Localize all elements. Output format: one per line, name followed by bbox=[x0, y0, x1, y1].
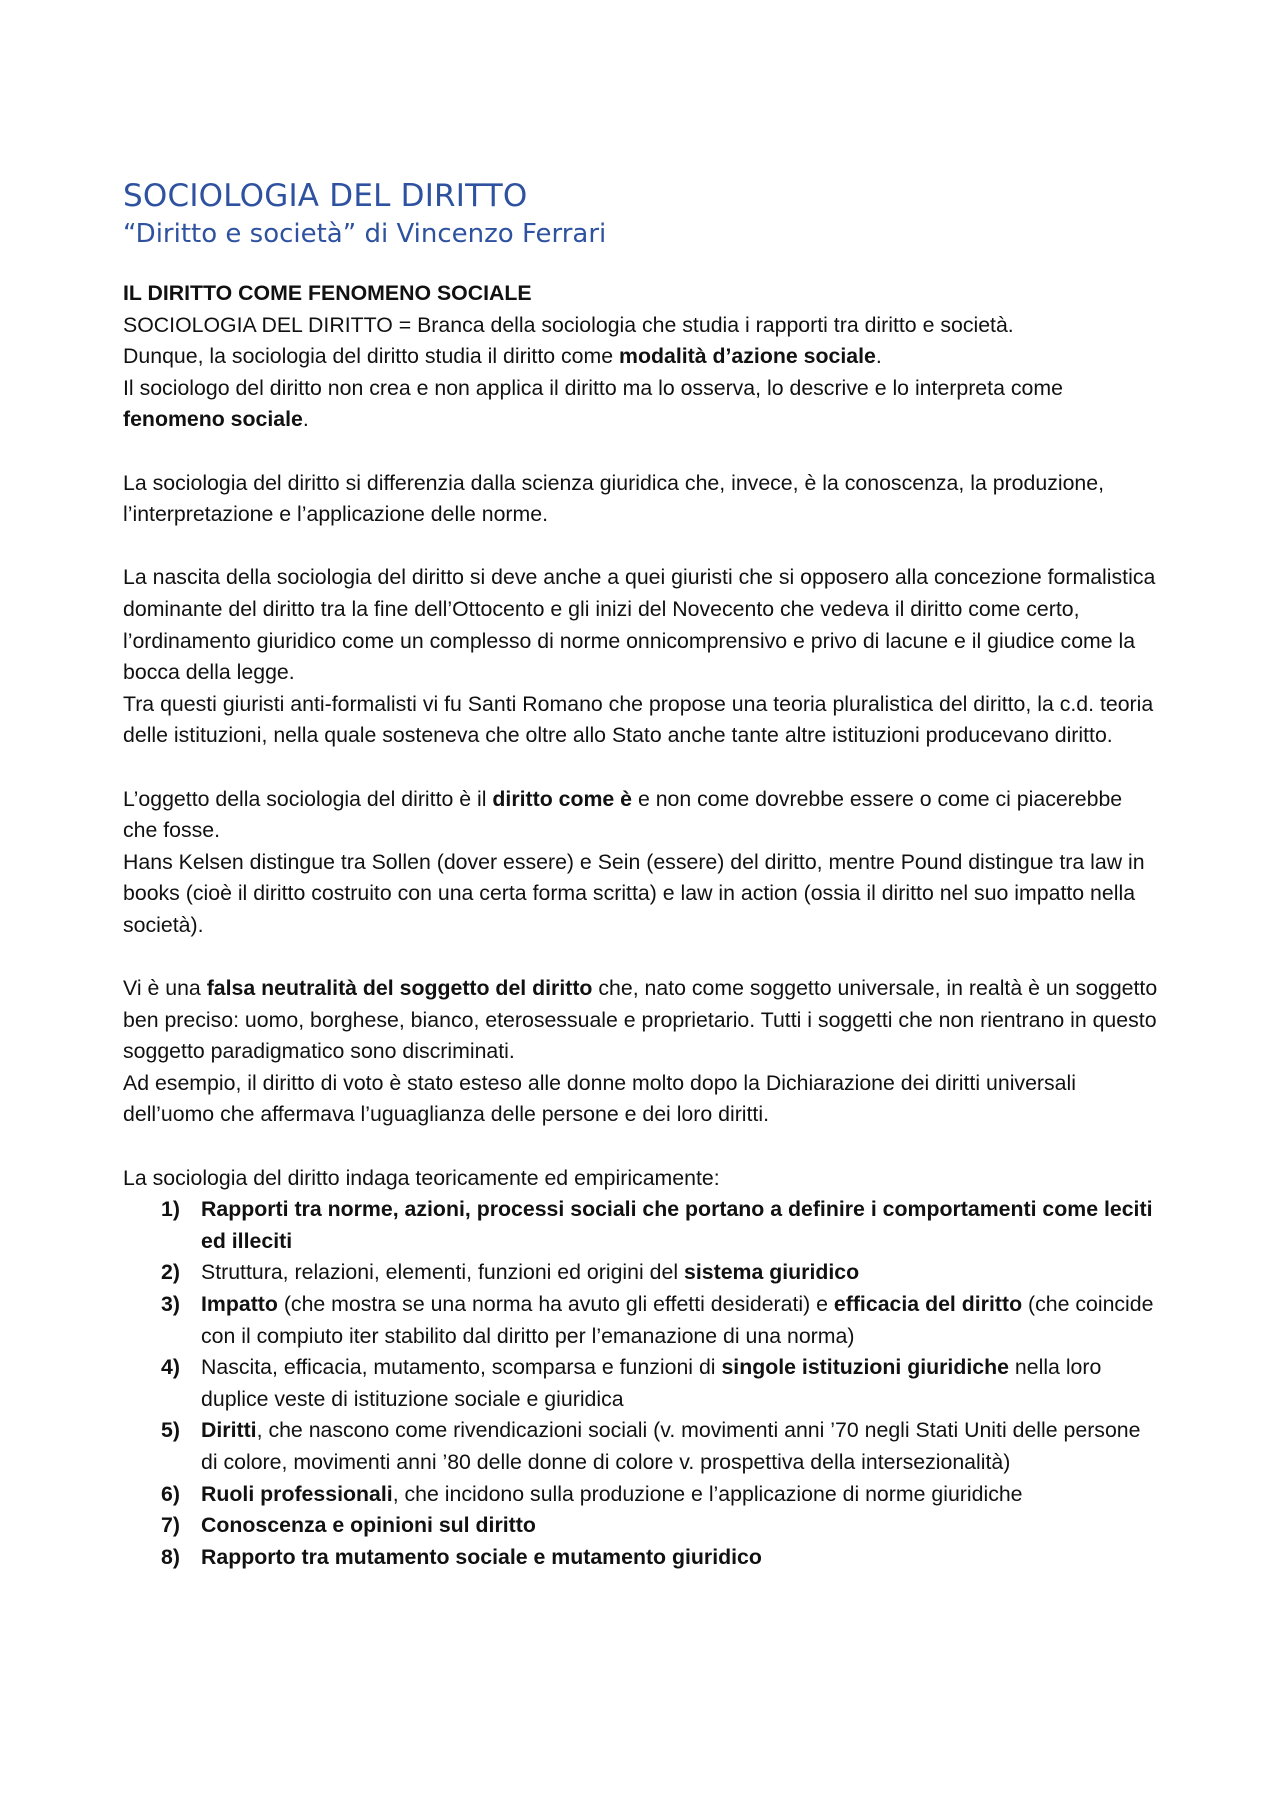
paragraph-neutrality bbox=[123, 973, 1160, 1068]
text: . bbox=[875, 344, 882, 369]
document-body bbox=[123, 278, 1160, 1573]
document-subtitle: “Diritto e società” di Vincenzo Ferrari bbox=[123, 219, 607, 249]
bold-text: diritto come è bbox=[492, 786, 633, 811]
list-item bbox=[123, 1479, 1160, 1511]
bold-text: Rapporti tra norme, azioni, processi sociali che portano a definire i comportamenti come leciti ed illeciti bbox=[201, 1197, 1153, 1253]
numbered-list bbox=[123, 1194, 1160, 1573]
paragraph-gap bbox=[123, 752, 1160, 784]
text: . bbox=[302, 407, 309, 432]
section-heading: IL DIRITTO COME FENOMENO SOCIALE bbox=[123, 281, 532, 305]
paragraph-object bbox=[123, 784, 1160, 847]
list-number: 8) bbox=[161, 1544, 180, 1569]
paragraph-santi-romano: Tra questi giuristi anti-formalisti vi fu Santi Romano che propose una teoria pluralistica del diritto, la c.d. teoria delle istituzioni, nella quale sosteneva che oltre allo Stato anche tante altre istituzioni producevano diritto. bbox=[123, 691, 1154, 748]
list-number: 6) bbox=[161, 1481, 180, 1506]
text: Struttura, relazioni, elementi, funzioni ed origini del bbox=[201, 1260, 684, 1285]
paragraph-definition bbox=[123, 310, 1160, 342]
text: SOCIOLOGIA DEL DIRITTO = Branca della sociologia che studia i rapporti tra diritto e società. bbox=[123, 312, 1014, 337]
bold-text: efficacia del diritto bbox=[833, 1292, 1023, 1316]
paragraph-difference: La sociologia del diritto si differenzia dalla scienza giuridica che, invece, è la conoscenza, la produzione, l’interpretazione e l’applicazione delle norme. bbox=[123, 470, 1105, 527]
list-item bbox=[123, 1510, 1160, 1542]
bold-text: fenomeno sociale bbox=[123, 407, 303, 432]
text: , che incidono sulla produzione e l’applicazione di norme giuridiche bbox=[392, 1481, 1023, 1506]
bold-text: modalità d’azione sociale bbox=[619, 344, 876, 369]
bold-text: Diritti bbox=[201, 1418, 257, 1443]
bold-text: Rapporto tra mutamento sociale e mutamento giuridico bbox=[201, 1544, 762, 1569]
bold-text: Ruoli professionali bbox=[201, 1481, 393, 1506]
bold-text: falsa neutralità del soggetto del diritto bbox=[206, 976, 593, 1001]
list-item bbox=[123, 1352, 1160, 1415]
list-number: 7) bbox=[161, 1513, 180, 1538]
text: Dunque, la sociologia del diritto studia il diritto come bbox=[123, 344, 620, 369]
paragraph-gap bbox=[123, 531, 1160, 563]
list-number: 5) bbox=[161, 1418, 180, 1443]
list-intro: La sociologia del diritto indaga teoricamente ed empiricamente: bbox=[123, 1165, 720, 1190]
list-number: 2) bbox=[161, 1260, 180, 1285]
list-item bbox=[123, 1257, 1160, 1289]
bold-text: singole istituzioni giuridiche bbox=[721, 1355, 1009, 1380]
list-number: 4) bbox=[161, 1355, 180, 1380]
text: , che nascono come rivendicazioni sociali (v. movimenti anni ’70 negli Stati Uniti delle persone di colore, movimenti anni ’80 delle donne di colore v. prospettiva della intersezionalità) bbox=[201, 1418, 1141, 1474]
text: che, nato come soggetto universale, in realtà è un soggetto ben preciso: uomo, borghese, bianco, eterosessuale e proprietario. Tutti i soggetti che non rientrano in questo soggetto paradigmatico sono discriminati. bbox=[123, 976, 1158, 1064]
document-title: SOCIOLOGIA DEL DIRITTO bbox=[123, 178, 528, 214]
paragraph-gap bbox=[123, 1131, 1160, 1163]
paragraph-gap bbox=[123, 941, 1160, 973]
paragraph-kelsen-pound: Hans Kelsen distingue tra Sollen (dover essere) e Sein (essere) del diritto, mentre Pound distingue tra law in books (cioè il diritto costruito con una certa forma scritta) e law in action (ossia il diritto nel suo impatto nella società). bbox=[123, 849, 1145, 937]
list-item bbox=[123, 1289, 1160, 1352]
paragraph-voting-example: Ad esempio, il diritto di voto è stato esteso alle donne molto dopo la Dichiarazione dei diritti universali dell’uomo che affermava l’uguaglianza delle persone e dei loro diritti. bbox=[123, 1070, 1076, 1127]
paragraph-gap bbox=[123, 436, 1160, 468]
text: Vi è una bbox=[123, 976, 207, 1001]
bold-text: sistema giuridico bbox=[684, 1260, 860, 1285]
list-item bbox=[123, 1542, 1160, 1574]
bold-text: Impatto bbox=[201, 1292, 278, 1316]
list-number: 1) bbox=[161, 1197, 180, 1222]
list-number: 3) bbox=[161, 1292, 180, 1316]
text: (che coincide con il compiuto iter stabilito dal diritto per l’emanazione di una norma) bbox=[201, 1292, 1154, 1348]
list-item bbox=[123, 1194, 1160, 1257]
list-item bbox=[123, 1415, 1160, 1478]
paragraph-definition-2 bbox=[123, 341, 1160, 373]
text: e non come dovrebbe essere o come ci piacerebbe che fosse. bbox=[123, 786, 1123, 843]
text: nella loro duplice veste di istituzione sociale e giuridica bbox=[201, 1355, 1102, 1411]
paragraph-definition-3 bbox=[123, 373, 1160, 436]
text: L’oggetto della sociologia del diritto è il bbox=[123, 786, 493, 811]
bold-text: Conoscenza e opinioni sul diritto bbox=[201, 1513, 536, 1538]
text: (che mostra se una norma ha avuto gli effetti desiderati) e bbox=[277, 1292, 834, 1316]
text: Nascita, efficacia, mutamento, scomparsa e funzioni di bbox=[201, 1355, 722, 1380]
text: Il sociologo del diritto non crea e non applica il diritto ma lo osserva, lo descrive e lo interpreta come bbox=[123, 375, 1063, 400]
paragraph-origins: La nascita della sociologia del diritto si deve anche a quei giuristi che si opposero alla concezione formalistica dominante del diritto tra la fine dell’Ottocento e gli inizi del Novecento che vedeva il diritto come certo, l’ordinamento giuridico come un complesso di norme onnicomprensivo e privo di lacune e il giudice come la bocca della legge. bbox=[123, 565, 1156, 685]
